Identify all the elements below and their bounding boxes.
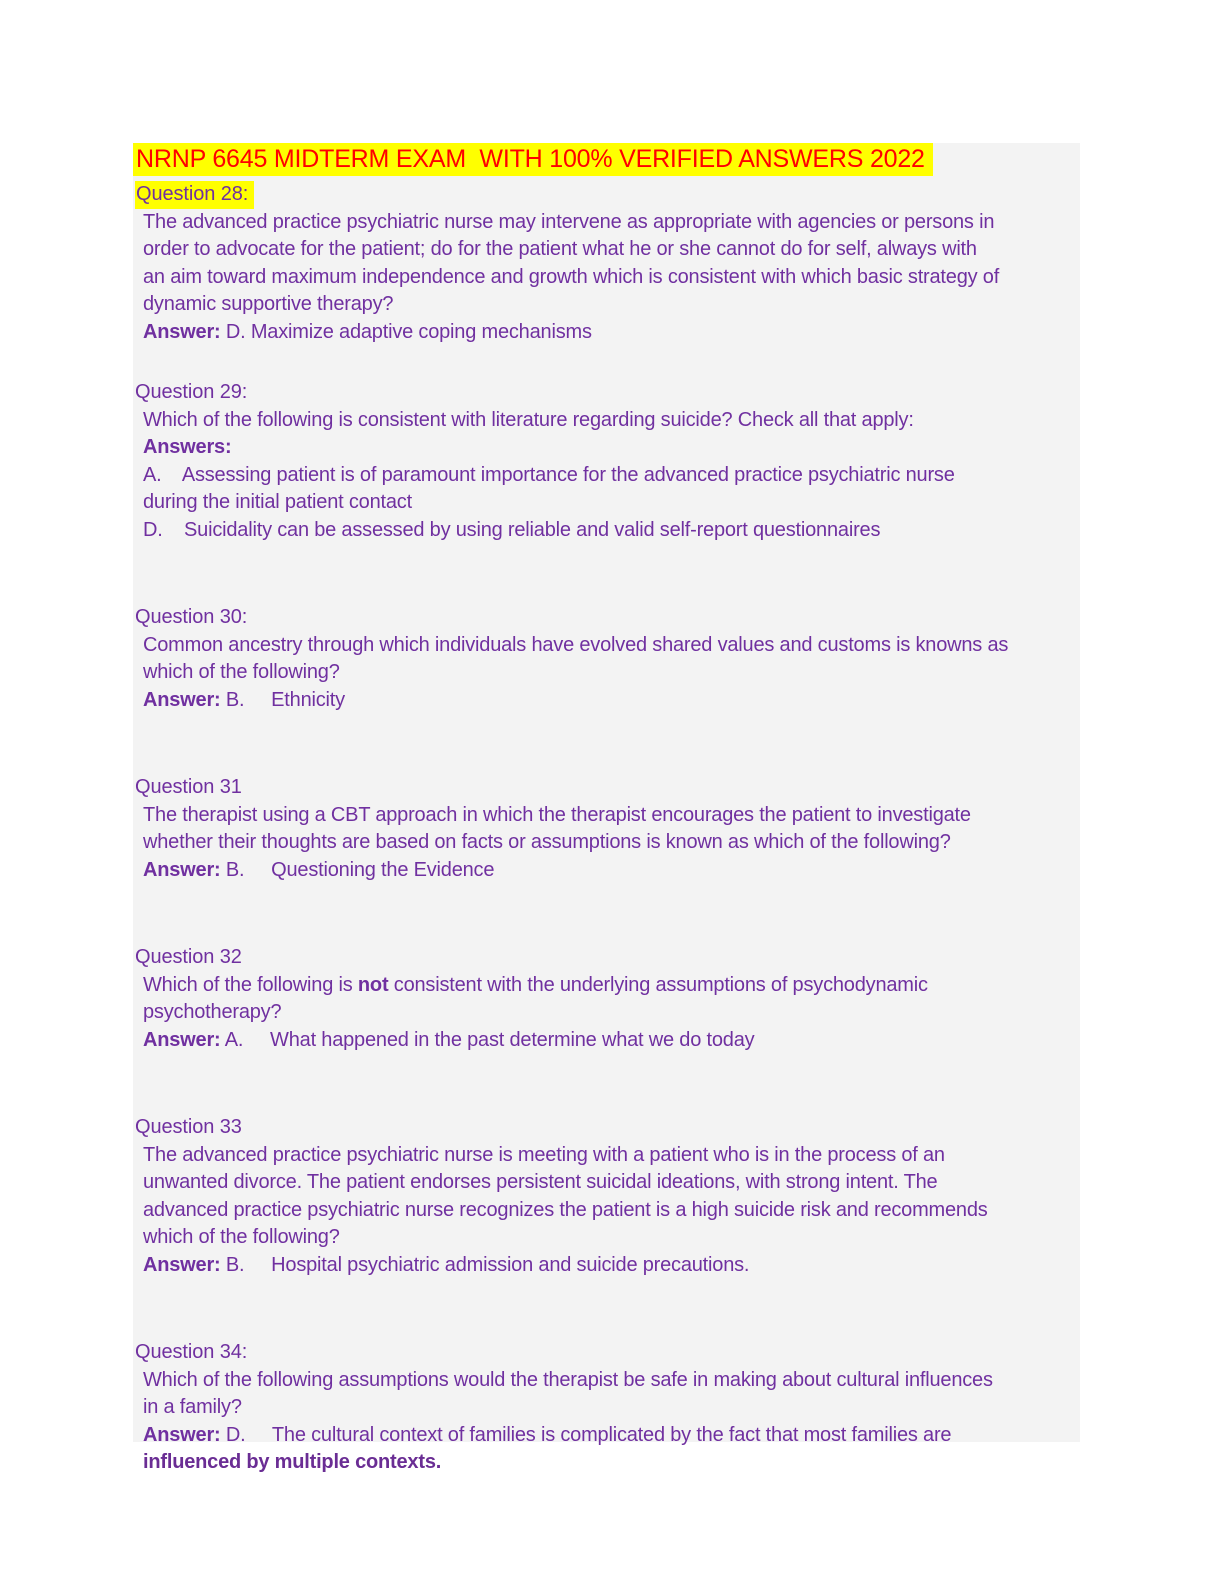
question-28-answer-line (133, 319, 1080, 347)
question-29-answers-heading: Answers: (143, 436, 232, 458)
question-32-text-line (133, 972, 1080, 1000)
question-30-answer-line (133, 687, 1080, 715)
question-34-answer-line (133, 1422, 1080, 1450)
question-32-text-pre: Which of the following is (143, 973, 358, 996)
answer-label: Answer: (143, 1028, 221, 1051)
question-30-text-line: Common ancestry through which individuals have evolved shared values and customs is knowns as (143, 633, 1009, 656)
question-29-label: Question 29: (135, 381, 248, 403)
question-33-text-line: advanced practice psychiatric nurse recognizes the patient is a high suicide risk and recommends (143, 1198, 988, 1221)
question-31-label: Question 31 (135, 776, 242, 798)
question-block-32 (133, 944, 1080, 1054)
question-28-label: Question 28: (135, 181, 254, 209)
answer-label: Answer: (143, 858, 221, 881)
question-34-text-line: in a family? (143, 1396, 242, 1418)
document-content-panel (133, 143, 1080, 1473)
question-28-text-line: an aim toward maximum independence and growth which is consistent with which basic strategy of (143, 265, 1000, 288)
question-32-not-emphasis: not (357, 973, 389, 996)
question-block-29 (133, 379, 1080, 544)
question-33-text-line: The advanced practice psychiatric nurse is meeting with a patient who is in the process of an (143, 1143, 945, 1166)
title-row (133, 143, 1080, 179)
question-34-label: Question 34: (135, 1341, 248, 1363)
question-block-30 (133, 604, 1080, 714)
question-28-text-line: The advanced practice psychiatric nurse may intervene as appropriate with agencies or persons in (143, 210, 995, 233)
answer-label: Answer: (143, 1253, 221, 1276)
question-31-answer-line (133, 857, 1080, 885)
question-33-text-line: which of the following? (143, 1226, 340, 1248)
question-28-text-line: order to advocate for the patient; do for the patient what he or she cannot do for self, always with (143, 238, 977, 260)
answer-text: D. The cultural context of families is complicated by the fact that most families are (220, 1423, 952, 1446)
question-34-text-line: Which of the following assumptions would the therapist be safe in making about cultural influences (143, 1368, 993, 1391)
question-32-label: Question 32 (135, 946, 242, 968)
answer-label: Answer: (143, 1423, 221, 1446)
question-block-33 (133, 1114, 1080, 1279)
answer-label: Answer: (143, 688, 221, 711)
question-29-option-line: D. Suicidality can be assessed by using reliable and valid self-report questionnaires (143, 518, 881, 541)
answer-label: Answer: (143, 320, 221, 343)
answer-text: B. Hospital psychiatric admission and suicide precautions. (220, 1253, 750, 1276)
question-28-label-row (133, 181, 1080, 209)
document-title: NRNP 6645 MIDTERM EXAM WITH 100% VERIFIED ANSWERS 2022 (133, 143, 933, 176)
question-32-text-post: consistent with the underlying assumptions of psychodynamic (388, 973, 928, 996)
answer-text: A. What happened in the past determine what we do today (220, 1028, 755, 1051)
question-33-label: Question 33 (135, 1116, 242, 1138)
question-30-text-line: which of the following? (143, 661, 340, 683)
answer-text: B. Ethnicity (220, 688, 345, 711)
question-32-text-line: psychotherapy? (143, 1001, 282, 1023)
question-33-text-line: unwanted divorce. The patient endorses persistent suicidal ideations, with strong intent. The (143, 1171, 938, 1193)
question-29-option-line: A. Assessing patient is of paramount importance for the advanced practice psychiatric nurse (143, 463, 955, 486)
question-31-text-line: whether their thoughts are based on facts or assumptions is known as which of the following? (143, 831, 951, 853)
question-29-text-line: Which of the following is consistent with literature regarding suicide? Check all that apply: (143, 408, 914, 431)
question-33-answer-line (133, 1252, 1080, 1280)
question-28-text-line: dynamic supportive therapy? (143, 293, 394, 315)
question-block-31 (133, 774, 1080, 884)
question-30-label: Question 30: (135, 606, 248, 628)
question-block-28 (133, 181, 1080, 346)
answer-text: D. Maximize adaptive coping mechanisms (220, 320, 592, 343)
question-29-option-line: during the initial patient contact (143, 491, 412, 513)
question-32-answer-line (133, 1027, 1080, 1055)
question-block-34 (133, 1339, 1080, 1477)
question-31-text-line: The therapist using a CBT approach in which the therapist encourages the patient to investigate (143, 803, 971, 826)
question-34-answer-continuation: influenced by multiple contexts. (143, 1451, 442, 1473)
answer-text: B. Questioning the Evidence (220, 858, 495, 881)
